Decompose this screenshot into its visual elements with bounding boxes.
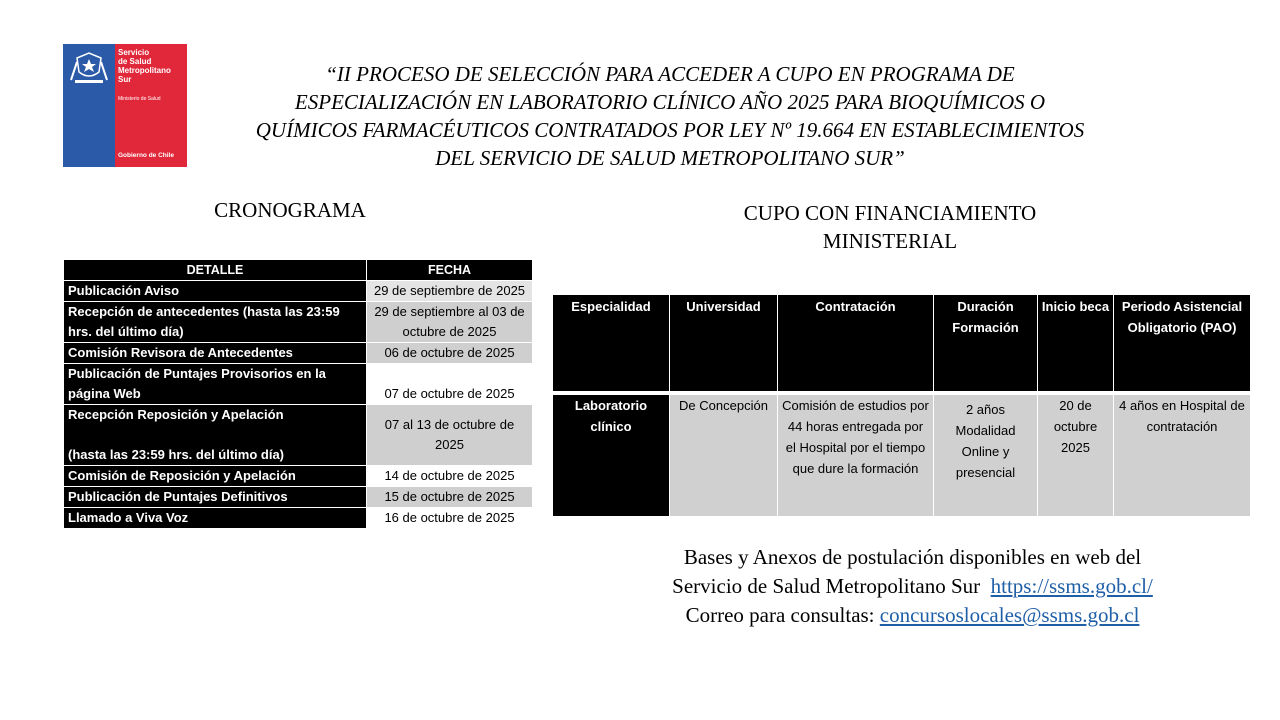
header-contratacion: Contratación — [778, 295, 934, 391]
logo-text-line: Metropolitano — [118, 66, 171, 75]
header-fecha: FECHA — [367, 260, 533, 281]
table-row — [64, 487, 533, 508]
header-universidad: Universidad — [670, 295, 778, 391]
footer-line: Bases y Anexos de postulación disponibles en web del — [683, 545, 1142, 569]
table-row — [64, 508, 533, 529]
table-row — [553, 395, 1251, 516]
detalle-line: Recepción Reposición y Apelación — [68, 407, 284, 422]
detalle-line: (hasta las 23:59 hrs. del último día) — [68, 447, 285, 462]
table-row — [64, 405, 533, 466]
cell-especialidad: Laboratorio clínico — [553, 395, 670, 516]
cell-inicio: 20 de octubre 2025 — [1038, 395, 1114, 516]
website-link[interactable]: https://ssms.gob.cl/ — [990, 574, 1153, 598]
title-line: DEL SERVICIO DE SALUD METROPOLITANO SUR” — [435, 146, 905, 170]
cell-detalle: Comisión Revisora de Antecedentes — [64, 343, 367, 364]
ssms-logo — [63, 44, 187, 167]
footer-text: Correo para consultas: — [685, 603, 875, 627]
cell-fecha: 06 de octubre de 2025 — [367, 343, 533, 364]
header-periodo: Periodo Asistencial Obligatorio (PAO) — [1114, 295, 1251, 391]
header-detalle: DETALLE — [64, 260, 367, 281]
cell-fecha: 14 de octubre de 2025 — [367, 466, 533, 487]
cronograma-title: CRONOGRAMA — [214, 198, 366, 222]
table-row — [64, 364, 533, 405]
logo-text-line: de Salud — [118, 57, 152, 66]
logo-ministry: Ministerio de Salud — [118, 96, 161, 102]
logo-red-panel — [115, 44, 187, 167]
cell-detalle: Publicación Aviso — [64, 281, 367, 302]
logo-government: Gobierno de Chile — [118, 152, 174, 159]
cell-detalle: Recepción de antecedentes (hasta las 23:59 hrs. del último día) — [64, 302, 367, 343]
coat-of-arms-icon — [67, 50, 111, 86]
cell-fecha: 16 de octubre de 2025 — [367, 508, 533, 529]
email-link[interactable]: concursoslocales@ssms.gob.cl — [879, 603, 1140, 627]
page-title — [225, 60, 1115, 172]
cell-detalle: Llamado a Viva Voz — [64, 508, 367, 529]
cell-detalle: Publicación de Puntajes Definitivos — [64, 487, 367, 508]
cell-periodo: 4 años en Hospital de contratación — [1114, 395, 1251, 516]
table-row — [64, 302, 533, 343]
cell-detalle: Comisión de Reposición y Apelación — [64, 466, 367, 487]
table-row — [64, 466, 533, 487]
cell-detalle — [64, 405, 367, 466]
cell-fecha: 07 de octubre de 2025 — [367, 364, 533, 405]
cell-fecha: 07 al 13 de octubre de 2025 — [367, 405, 533, 466]
footer-text: Servicio de Salud Metropolitano Sur — [672, 574, 981, 598]
cupo-table — [552, 295, 1251, 516]
footer-line — [560, 601, 1265, 630]
table-row — [64, 281, 533, 302]
table-header-row — [553, 295, 1251, 391]
cell-fecha: 29 de septiembre de 2025 — [367, 281, 533, 302]
cupo-title — [690, 199, 1090, 255]
footer-line — [560, 572, 1265, 601]
footer-info — [560, 543, 1265, 630]
table-header-row — [64, 260, 533, 281]
title-line: QUÍMICOS FARMACÉUTICOS CONTRATADOS POR LEY Nº 19.664 EN ESTABLECIMIENTOS — [255, 118, 1085, 142]
title-line: ESPECIALIZACIÓN EN LABORATORIO CLÍNICO AÑO 2025 PARA BIOQUÍMICOS O — [294, 90, 1046, 114]
header-especialidad: Especialidad — [553, 295, 670, 391]
cupo-title-line: CUPO CON FINANCIAMIENTO — [743, 201, 1037, 225]
cronograma-table — [63, 259, 533, 529]
cell-universidad: De Concepción — [670, 395, 778, 516]
logo-text-line: Servicio — [118, 48, 150, 57]
cell-detalle: Publicación de Puntajes Provisorios en la página Web — [64, 364, 367, 405]
cupo-title-line: MINISTERIAL — [822, 229, 958, 253]
cell-contratacion: Comisión de estudios por 44 horas entregada por el Hospital por el tiempo que dure la formación — [778, 395, 934, 516]
logo-blue-panel — [63, 44, 115, 167]
cell-fecha: 29 de septiembre al 03 de octubre de 2025 — [367, 302, 533, 343]
title-line: “II PROCESO DE SELECCIÓN PARA ACCEDER A CUPO EN PROGRAMA DE — [325, 62, 1015, 86]
table-row — [64, 343, 533, 364]
cell-fecha: 15 de octubre de 2025 — [367, 487, 533, 508]
header-duracion: Duración Formación — [934, 295, 1038, 391]
logo-text-line: Sur — [118, 75, 132, 84]
header-inicio: Inicio beca — [1038, 295, 1114, 391]
cell-duracion: 2 años Modalidad Online y presencial — [934, 395, 1038, 516]
